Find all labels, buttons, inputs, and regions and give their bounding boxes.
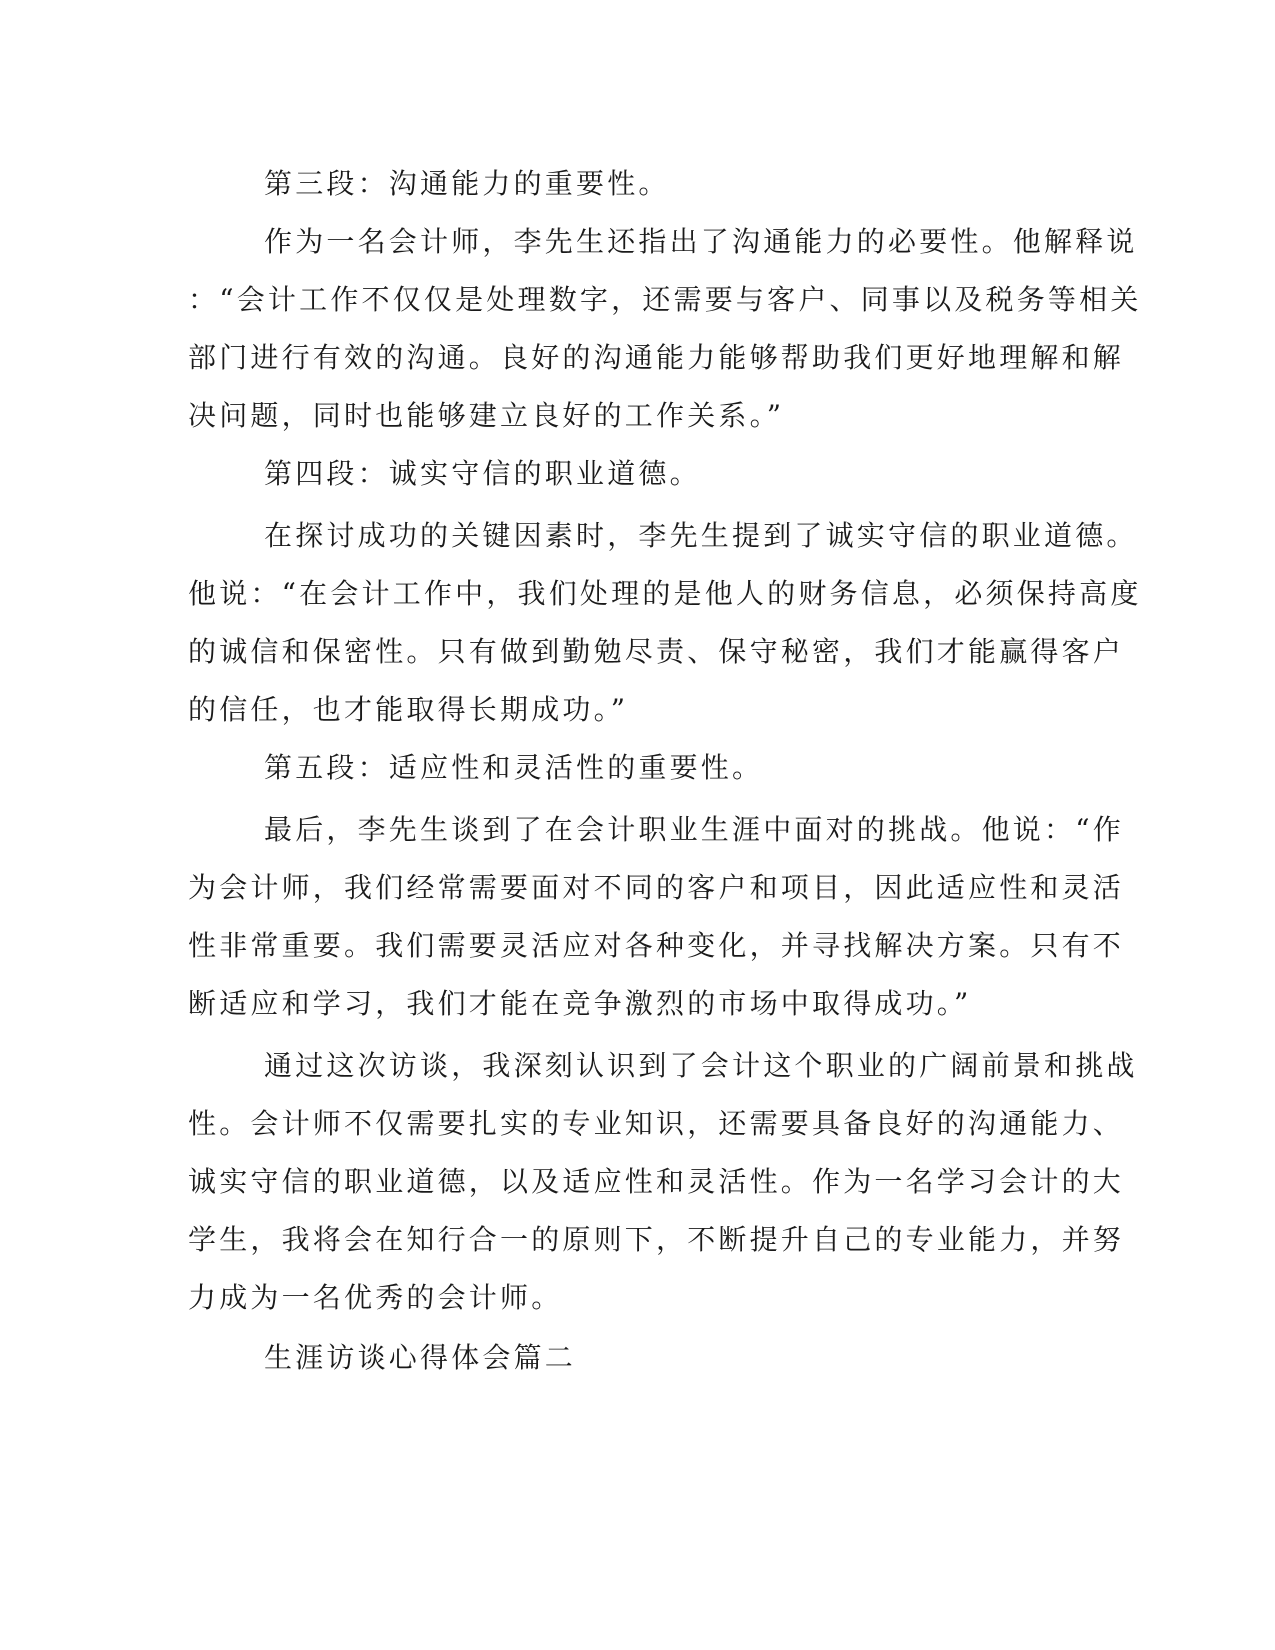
section-heading-4: 第四段：诚实守信的职业道德。 — [264, 457, 701, 490]
paragraph-line: 的信任，也才能取得长期成功。” — [188, 693, 629, 726]
paragraph-line: 诚实守信的职业道德，以及适应性和灵活性。作为一名学习会计的大 — [188, 1165, 1125, 1198]
paragraph-line: ：“会计工作不仅仅是处理数字，还需要与客户、同事以及税务等相关 — [188, 283, 1142, 316]
paragraph-line: 作为一名会计师，李先生还指出了沟通能力的必要性。他解释说 — [264, 225, 1138, 258]
paragraph-line: 性非常重要。我们需要灵活应对各种变化，并寻找解决方案。只有不 — [188, 929, 1125, 962]
paragraph-line: 在探讨成功的关键因素时，李先生提到了诚实守信的职业道德。 — [264, 519, 1138, 552]
section-heading-5: 第五段：适应性和灵活性的重要性。 — [264, 751, 764, 784]
paragraph-line: 性。会计师不仅需要扎实的专业知识，还需要具备良好的沟通能力、 — [188, 1107, 1125, 1140]
paragraph-line: 决问题，同时也能够建立良好的工作关系。” — [188, 399, 785, 432]
paragraph-line: 断适应和学习，我们才能在竞争激烈的市场中取得成功。” — [188, 987, 972, 1020]
article-subtitle: 生涯访谈心得体会篇二 — [264, 1341, 577, 1374]
paragraph-line: 学生，我将会在知行合一的原则下，不断提升自己的专业能力，并努 — [188, 1223, 1125, 1256]
paragraph-line: 为会计师，我们经常需要面对不同的客户和项目，因此适应性和灵活 — [188, 871, 1125, 904]
paragraph-line: 部门进行有效的沟通。良好的沟通能力能够帮助我们更好地理解和解 — [188, 341, 1125, 374]
paragraph-line: 他说：“在会计工作中，我们处理的是他人的财务信息，必须保持高度 — [188, 577, 1142, 610]
paragraph-line: 最后，李先生谈到了在会计职业生涯中面对的挑战。他说：“作 — [264, 813, 1124, 846]
paragraph-line: 力成为一名优秀的会计师。 — [188, 1281, 563, 1314]
paragraph-line: 通过这次访谈，我深刻认识到了会计这个职业的广阔前景和挑战 — [264, 1049, 1138, 1082]
paragraph-line: 的诚信和保密性。只有做到勤勉尽责、保守秘密，我们才能赢得客户 — [188, 635, 1125, 668]
section-heading-3: 第三段：沟通能力的重要性。 — [264, 167, 670, 200]
